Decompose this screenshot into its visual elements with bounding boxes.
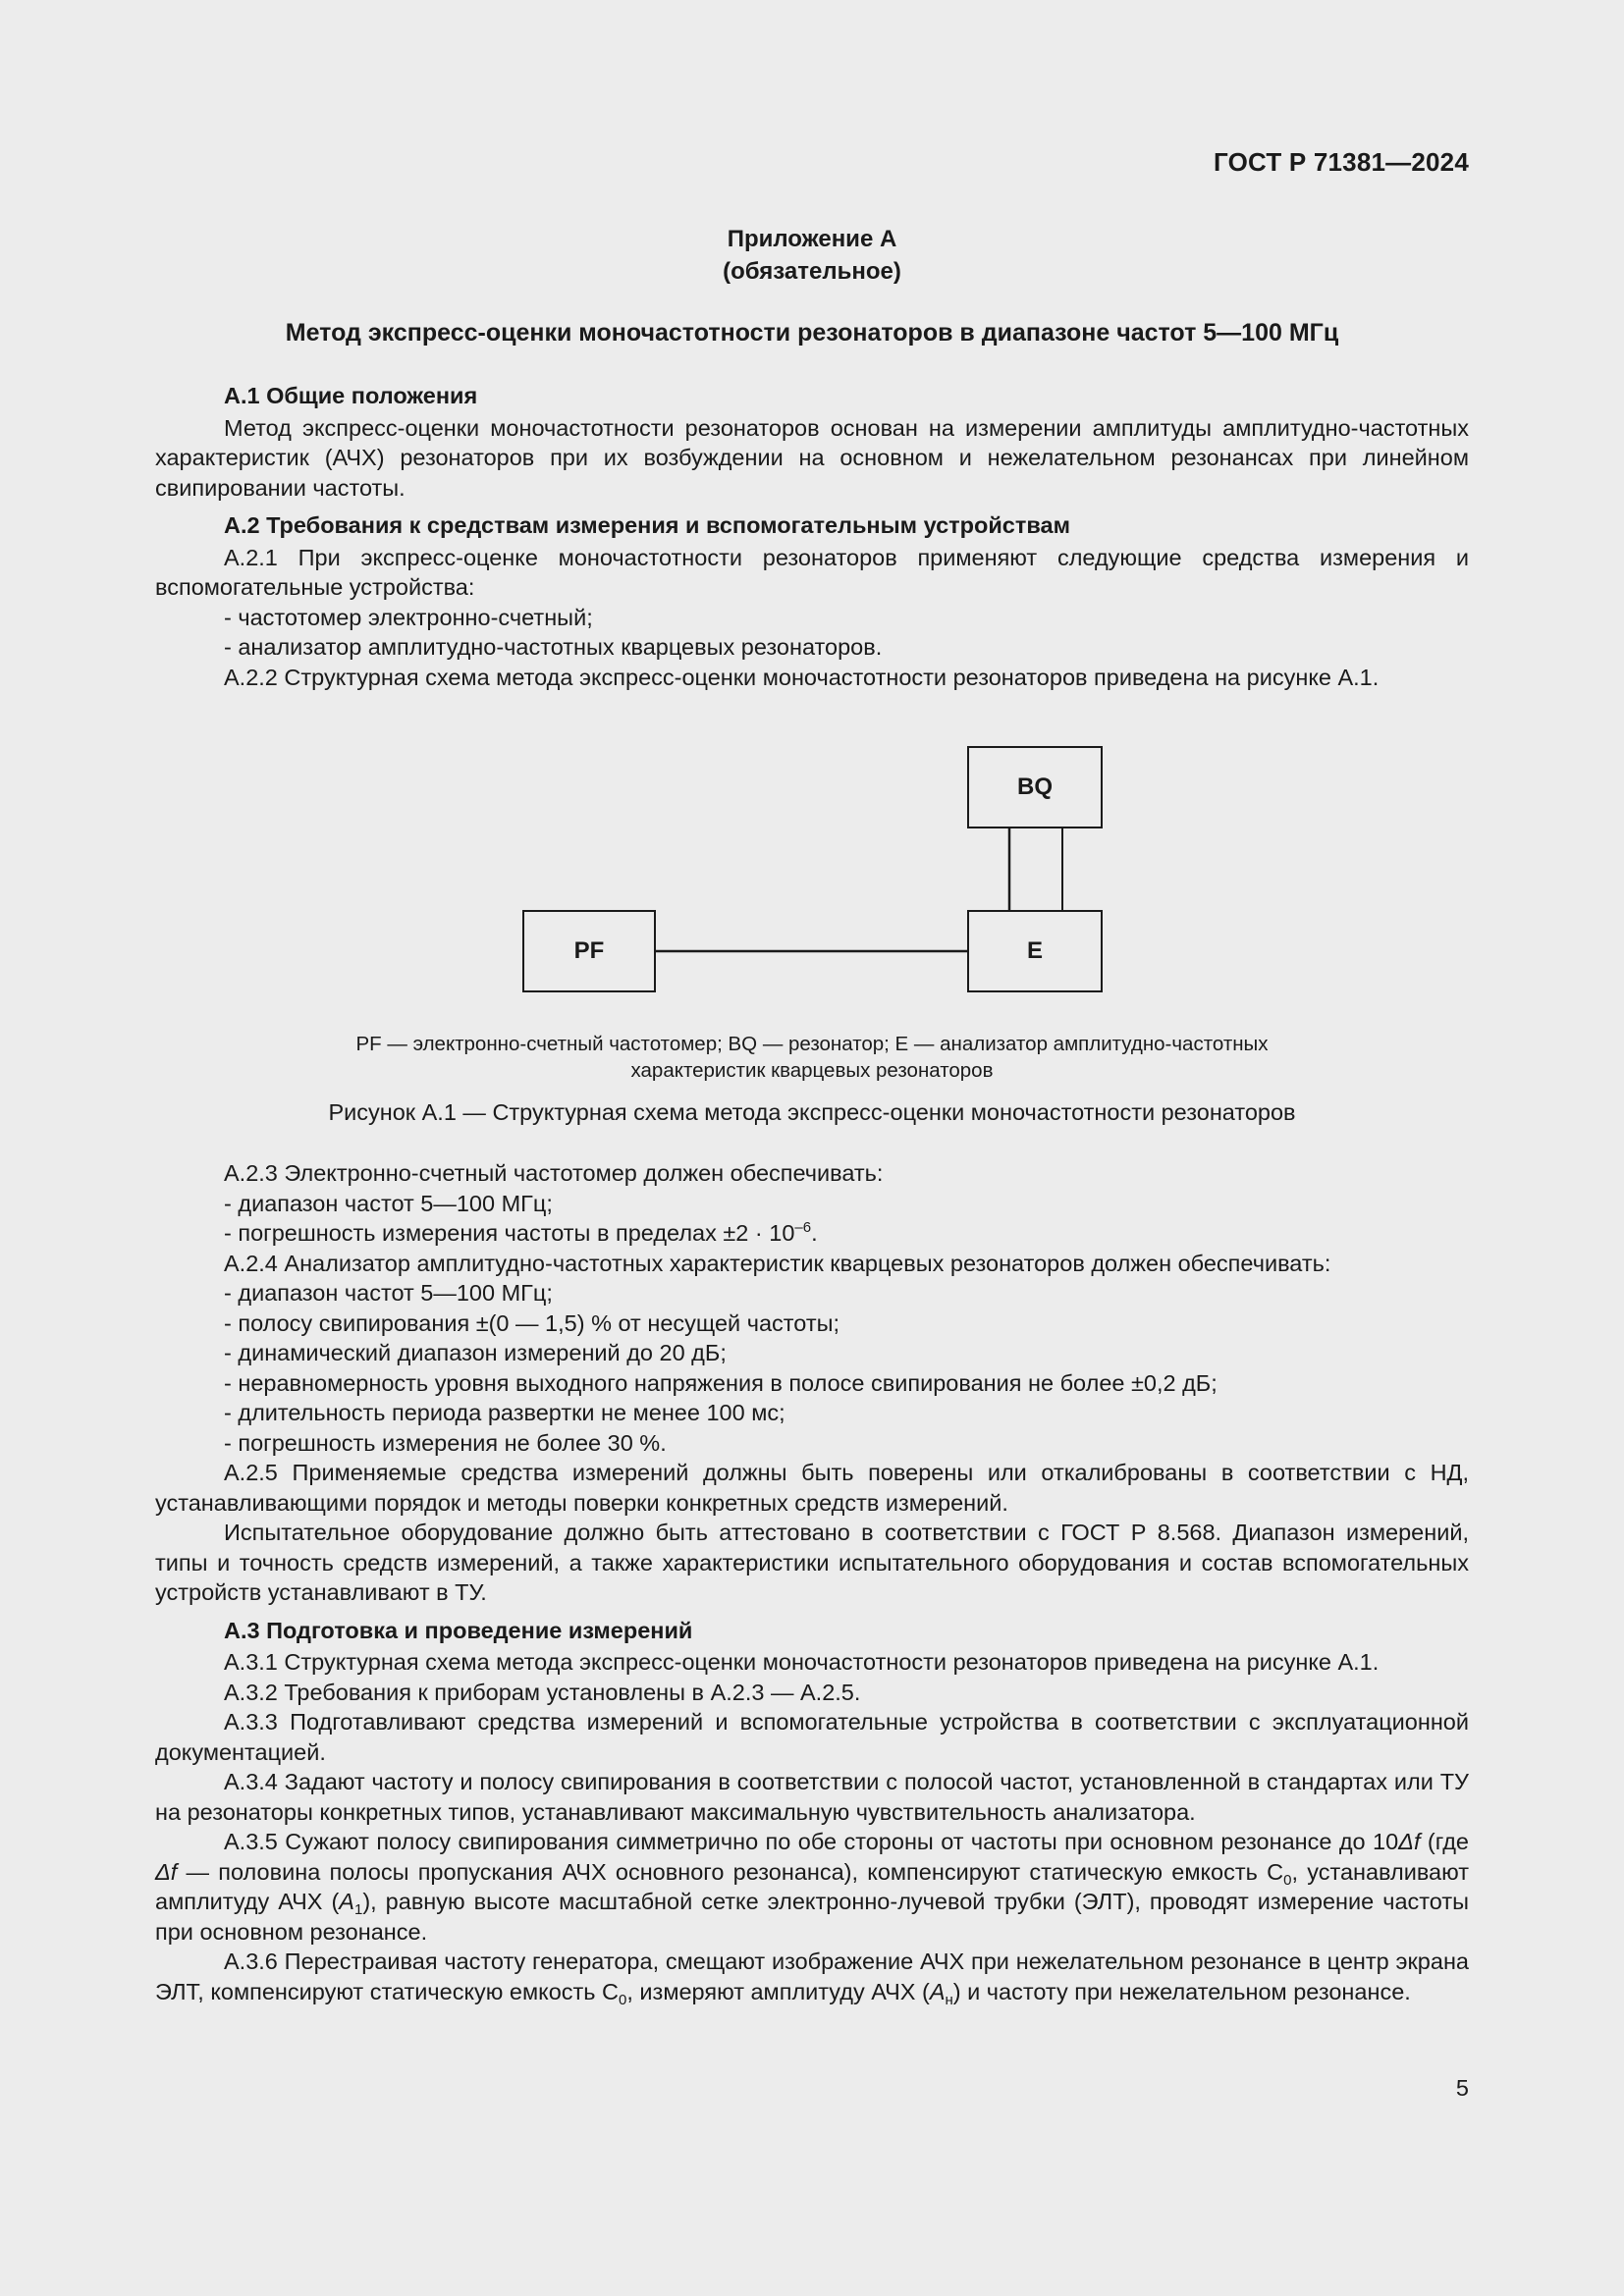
list-item: - диапазон частот 5—100 МГц; <box>224 1190 553 1216</box>
list-item: - диапазон частот 5—100 МГц; <box>224 1280 553 1306</box>
amplitude-symbol: А <box>339 1889 354 1914</box>
list-item: - частотомер электронно-счетный; <box>224 604 593 630</box>
figure-caption: Рисунок А.1 — Структурная схема метода экспресс-оценки моночастотности резонаторов <box>328 1099 1296 1125</box>
text-run: — половина полосы пропускания АЧХ основного резонанса), компенсируют статическую емкость С <box>177 1858 1284 1885</box>
block-pf: PF <box>522 910 656 992</box>
paragraph-a33: А.3.3 Подготавливают средства измерений и вспомогательные устройства в соответствии с эксплуатационной документацией. <box>155 1709 1469 1765</box>
paragraph-a31: А.3.1 Структурная схема метода экспресс-оценки моночастотности резонаторов приведена на рисунке А.1. <box>224 1649 1380 1675</box>
paragraph-a21: А.2.1 При экспресс-оценке моночастотности резонаторов применяют следующие средства измерения и вспомогательные устройства: <box>155 544 1469 600</box>
section-a2-continued <box>155 1158 1469 2006</box>
paragraph-a22: А.2.2 Структурная схема метода экспресс-оценки моночастотности резонаторов приведена на рисунке А.1. <box>224 664 1380 690</box>
list-item <box>155 1218 1469 1249</box>
subscript: 0 <box>619 1991 627 2008</box>
delta-f-symbol: Δf <box>1398 1829 1421 1854</box>
text-run: А.3.5 Сужают полосу свипирования симметрично по обе стороны от частоты при основном резонансе до 10 <box>224 1829 1399 1854</box>
list-item-text: - погрешность измерения частоты в пределах ±2 · 10 <box>224 1220 795 1246</box>
subscript: 1 <box>353 1901 363 1918</box>
list-item: - динамический диапазон измерений до 20 дБ; <box>224 1340 727 1365</box>
list-item-end: . <box>811 1220 818 1246</box>
figure-legend <box>0 1031 1624 1084</box>
amplitude-symbol: А <box>929 1978 946 2004</box>
paragraph-a34: А.3.4 Задают частоту и полосу свипирования в соответствии с полосой частот, установленной в стандартах или ТУ на резонаторы конкретных типов, устанавливают максимальную чувствительность анализатора. <box>155 1769 1469 1825</box>
page-number: 5 <box>1455 2075 1469 2101</box>
delta-f-symbol: Δf <box>155 1858 178 1885</box>
text-run: , измеряют амплитуду АЧХ ( <box>626 1978 930 2004</box>
list-item: - погрешность измерения не более 30 %. <box>224 1429 667 1456</box>
appendix-title: Приложение А <box>727 226 897 252</box>
list-item: - неравномерность уровня выходного напряжения в полосе свипирования не более ±0,2 дБ; <box>224 1369 1218 1396</box>
block-bq: BQ <box>967 746 1103 828</box>
subscript: 0 <box>1283 1871 1292 1889</box>
block-e: E <box>967 910 1103 992</box>
text-run: А.3.6 Перестраивая частоту генератора, смещают изображение АЧХ при нежелательном резонансе в центр экрана ЭЛТ, компенсируют статическую емкость С <box>155 1949 1469 2004</box>
list-item: - анализатор амплитудно-частотных кварцевых резонаторов. <box>224 634 883 660</box>
list-item: - длительность периода развертки не менее 100 мс; <box>224 1400 785 1425</box>
text-run: (где <box>1420 1829 1469 1854</box>
section-a1-a2 <box>155 381 1469 692</box>
paragraph-a36 <box>155 1947 1469 2006</box>
paragraph-a32: А.3.2 Требования к приборам установлены в А.2.3 — А.2.5. <box>224 1679 861 1705</box>
exponent: –6 <box>794 1219 812 1236</box>
section-heading-a3: А.3 Подготовка и проведение измерений <box>224 1617 693 1643</box>
text-run: ) и частоту при нежелательном резонансе. <box>952 1978 1411 2004</box>
figure-legend-line: характеристик кварцевых резонаторов <box>630 1059 994 1082</box>
text-run: , устанавливают амплитуду АЧХ ( <box>155 1858 1470 1914</box>
method-title: Метод экспресс-оценки моночастотности резонаторов в диапазоне частот 5—100 МГц <box>285 319 1339 347</box>
text-run: ), равную высоте масштабной сетке электронно-лучевой трубки (ЭЛТ), проводят измерение частоты при основном резонансе. <box>155 1889 1469 1945</box>
document-code: ГОСТ Р 71381—2024 <box>1214 147 1469 177</box>
subscript: н <box>945 1991 953 2008</box>
list-item: - полосу свипирования ±(0 — 1,5) % от несущей частоты; <box>224 1309 839 1336</box>
paragraph-a35 <box>155 1827 1469 1947</box>
paragraph-a1: Метод экспресс-оценки моночастотности резонаторов основан на измерении амплитуды амплитудно-частотных характеристик (АЧХ) резонаторов при их возбуждении на основном и нежелательном резонансах при линейном свипировании частоты. <box>155 414 1469 501</box>
section-heading-a2: А.2 Требования к средствам измерения и вспомогательным устройствам <box>224 512 1070 538</box>
paragraph-a24: А.2.4 Анализатор амплитудно-частотных характеристик кварцевых резонаторов должен обеспечивать: <box>224 1250 1331 1276</box>
paragraph-test-equipment: Испытательное оборудование должно быть аттестовано в соответствии с ГОСТ Р 8.568. Диапазон измерений, типы и точность средств измерений, а также характеристики испытательного оборудования и состав вспомогательных устройств устанавливают в ТУ. <box>155 1520 1469 1605</box>
figure-legend-line: PF — электронно-счетный частотомер; BQ — резонатор; E — анализатор амплитудно-частотных <box>355 1033 1269 1055</box>
paragraph-a23: А.2.3 Электронно-счетный частотомер должен обеспечивать: <box>224 1160 884 1186</box>
section-heading-a1: А.1 Общие положения <box>224 383 478 408</box>
paragraph-a25: А.2.5 Применяемые средства измерений должны быть поверены или откалиброваны в соответствии с НД, устанавливающими порядок и методы поверки конкретных средств измерений. <box>155 1460 1469 1516</box>
appendix-type: (обязательное) <box>723 258 901 285</box>
